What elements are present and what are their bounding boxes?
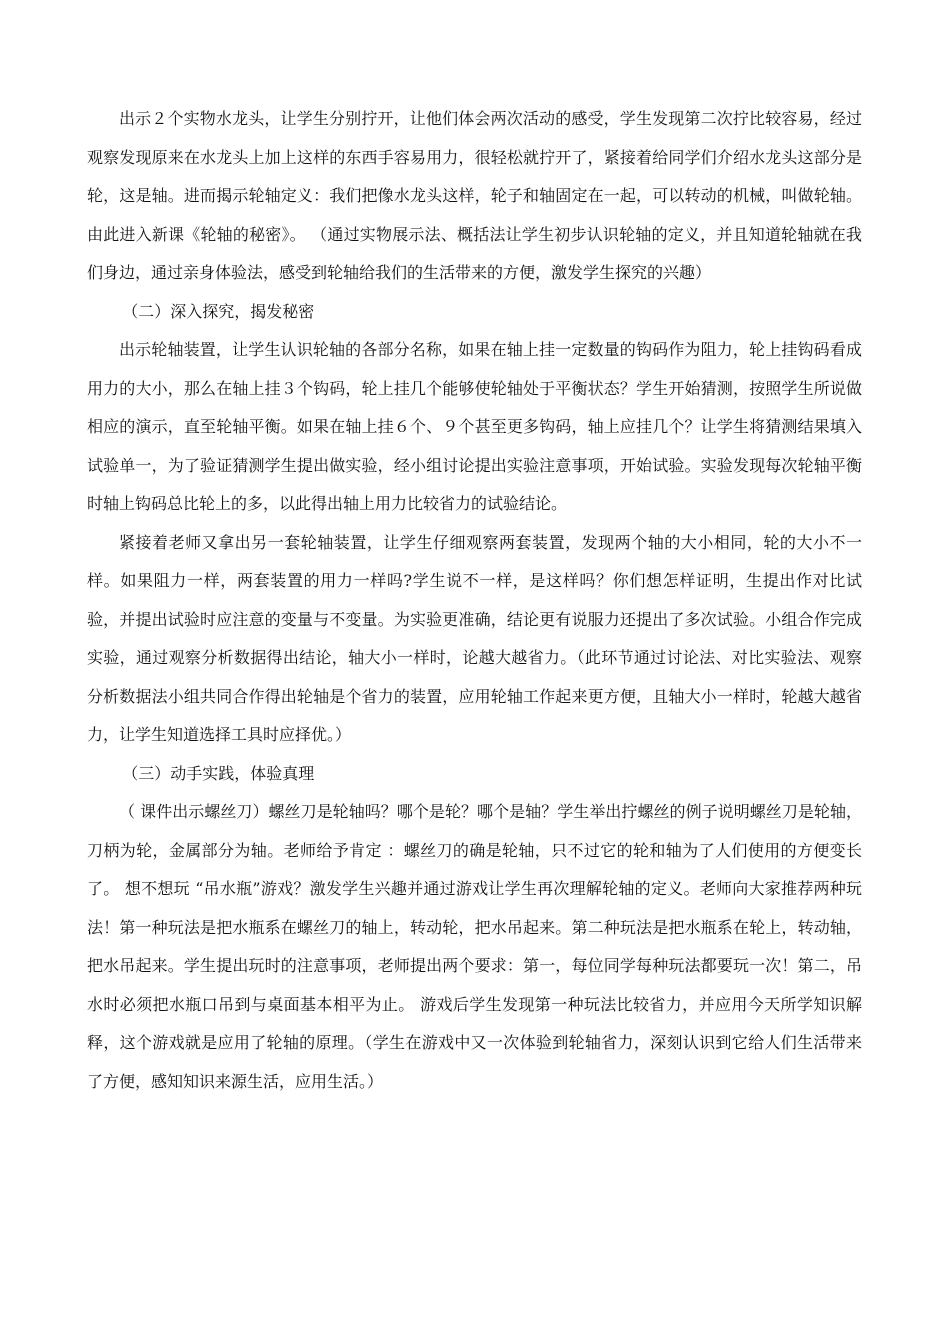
paragraph-practice: （ 课件出示螺丝刀）螺丝刀是轮轴吗？哪个是轮？哪个是轴？学生举出拧螺丝的例子说明螺丝刀是轮轴，刀柄为轮，金属部分为轴。老师给予肯定 ：螺丝刀的确是轮轴，只不过它的轮和轴为了人们使用的方便变长了。 想不想玩 “吊水瓶”游戏？激发学生兴趣并通过游戏让学生再次理解轮轴的定义。老师向大家推荐两种玩法！第一种玩法是把水瓶系在螺丝刀的轴上，转动轮，把水吊起来。第二种玩法是把水瓶系在轮上，转动轴，把水吊起来。学生提出玩时的注意事项，老师提出两个要求：第一，每位同学每种玩法都要玩一次！第二，吊水时必须把水瓶口吊到与桌面基本相平为止。 游戏后学生发现第一种玩法比较省力，并应用今天所学知识解释，这个游戏就是应用了轮轴的原理。（学生在游戏中又一次体验到轮轴省力，深刻认识到它给人们生活带来了方便，感知知识来源生活，应用生活。） xyxy=(87,802,862,1091)
document-body xyxy=(87,100,862,1101)
paragraph-compare: 紧接着老师又拿出另一套轮轴装置，让学生仔细观察两套装置，发现两个轴的大小相同，轮的大小不一样。如果阻力一样，两套装置的用力一样吗?学生说不一样，是这样吗？你们想怎样证明，生提出作对比试验，并提出试验时应注意的变量与不变量。为实验更准确，结论更有说服力还提出了多次试验。小组合作完成实验，通过观察分析数据得出结论，轴大小一样时，论越大越省力。（此环节通过讨论法、对比实验法、观察分析数据法小组共同合作得出轮轴是个省力的装置，应用轮轴工作起来更方便，且轴大小一样时，轮越大越省力，让学生知道选择工具时应择优。） xyxy=(87,532,862,744)
section-heading-2: （二）深入探究，揭发秘密 xyxy=(122,301,315,321)
section-heading-3: （三）动手实践，体验真理 xyxy=(122,763,315,783)
paragraph-intro: 出示２个实物水龙头，让学生分别拧开，让他们体会两次活动的感受，学生发现第二次拧比较容易，经过观察发现原来在水龙头上加上这样的东西手容易用力，很轻松就拧开了，紧接着给同学们介绍水龙头这部分是轮，这是轴。进而揭示轮轴定义：我们把像水龙头这样，轮子和轴固定在一起，可以转动的机械，叫做轮轴。由此进入新课《轮轴的秘密》。 （通过实物展示法、概括法让学生初步认识轮轴的定义，并且知道轮轴就在我们身边，通过亲身体验法，感受到轮轴给我们的生活带来的方便，激发学生探究的兴趣） xyxy=(87,109,862,282)
paragraph-explore: 出示轮轴装置，让学生认识轮轴的各部分名称，如果在轴上挂一定数量的钩码作为阻力，轮上挂钩码看成用力的大小，那么在轴上挂３个钩码，轮上挂几个能够使轮轴处于平衡状态？学生开始猜测，按照学生所说做相应的演示，直至轮轴平衡。如果在轴上挂６个、９个甚至更多钩码，轴上应挂几个？让学生将猜测结果填入试验单一，为了验证猜测学生提出做实验，经小组讨论提出实验注意事项，开始试验。实验发现每次轮轴平衡时轴上钩码总比轮上的多，以此得出轴上用力比较省力的试验结论。 xyxy=(87,340,862,513)
